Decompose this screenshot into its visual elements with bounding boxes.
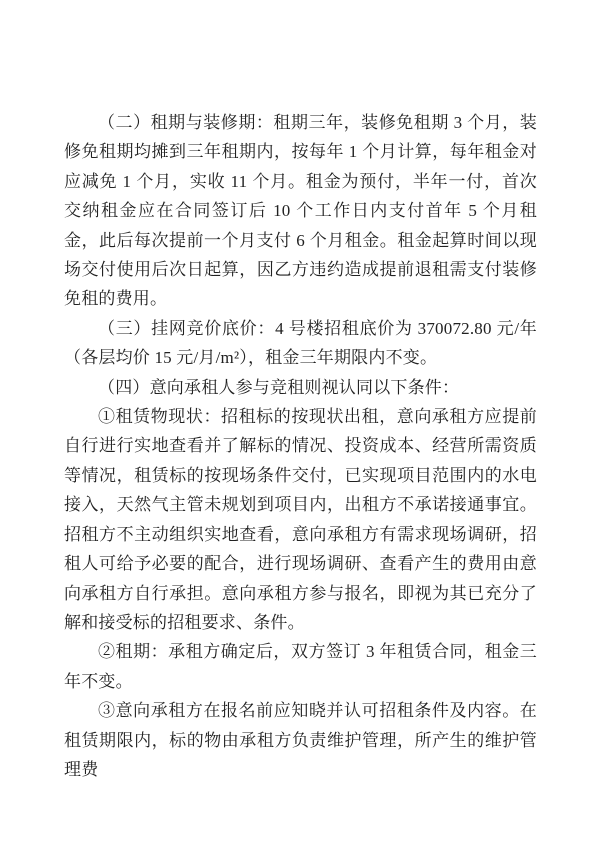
document-body <box>64 108 537 784</box>
paragraph-condition-premises-state: ①租赁物现状：招租标的按现状出租，意向承租方应提前自行进行实地查看并了解标的情况、投资成本、经营所需资质等情况，租赁标的按现场条件交付，已实现项目范围内的水电接入，天然气主管未规划到项目内，出租方不承诺接通事宜。招租方不主动组织实地查看，意向承租方有需求现场调研，招租人可给予必要的配合，进行现场调研、查看产生的费用由意向承租方自行承担。意向承租方参与报名，即视为其已充分了解和接受标的招租要求、条件。 <box>64 407 537 632</box>
paragraph-condition-lease-duration: ②租期：承租方确定后，双方签订 3 年租赁合同，租金三年不变。 <box>64 642 537 691</box>
paragraph-clause-lease-term: （二）租期与装修期：租期三年，装修免租期 3 个月，装修免租期均摊到三年租期内，按每年 1 个月计算，每年租金对应减免 1 个月，实收 11 个月。租金为预付，半年一付，首次交纳租金应在合同签订后 10 个工作日内支付首年 5 个月租金，此后每次提前一个月支付 6 个月租金。租金起算时间以现场交付使用后次日起算，因乙方违约造成提前退租需支付装修免租的费用。 <box>64 113 537 309</box>
paragraph-clause-base-price: （三）挂网竞价底价：4 号楼招租底价为 370072.80 元/年（各层均价 15 元/月/m²），租金三年期限内不变。 <box>64 318 537 368</box>
paragraph-clause-bidder-conditions: （四）意向承租人参与竞租则视认同以下条件： <box>98 377 460 397</box>
paragraph-condition-acknowledgement: ③意向承租方在报名前应知晓并认可招租条件及内容。在租赁期限内，标的物由承租方负责维护管理，所产生的维护管理费 <box>64 701 537 779</box>
